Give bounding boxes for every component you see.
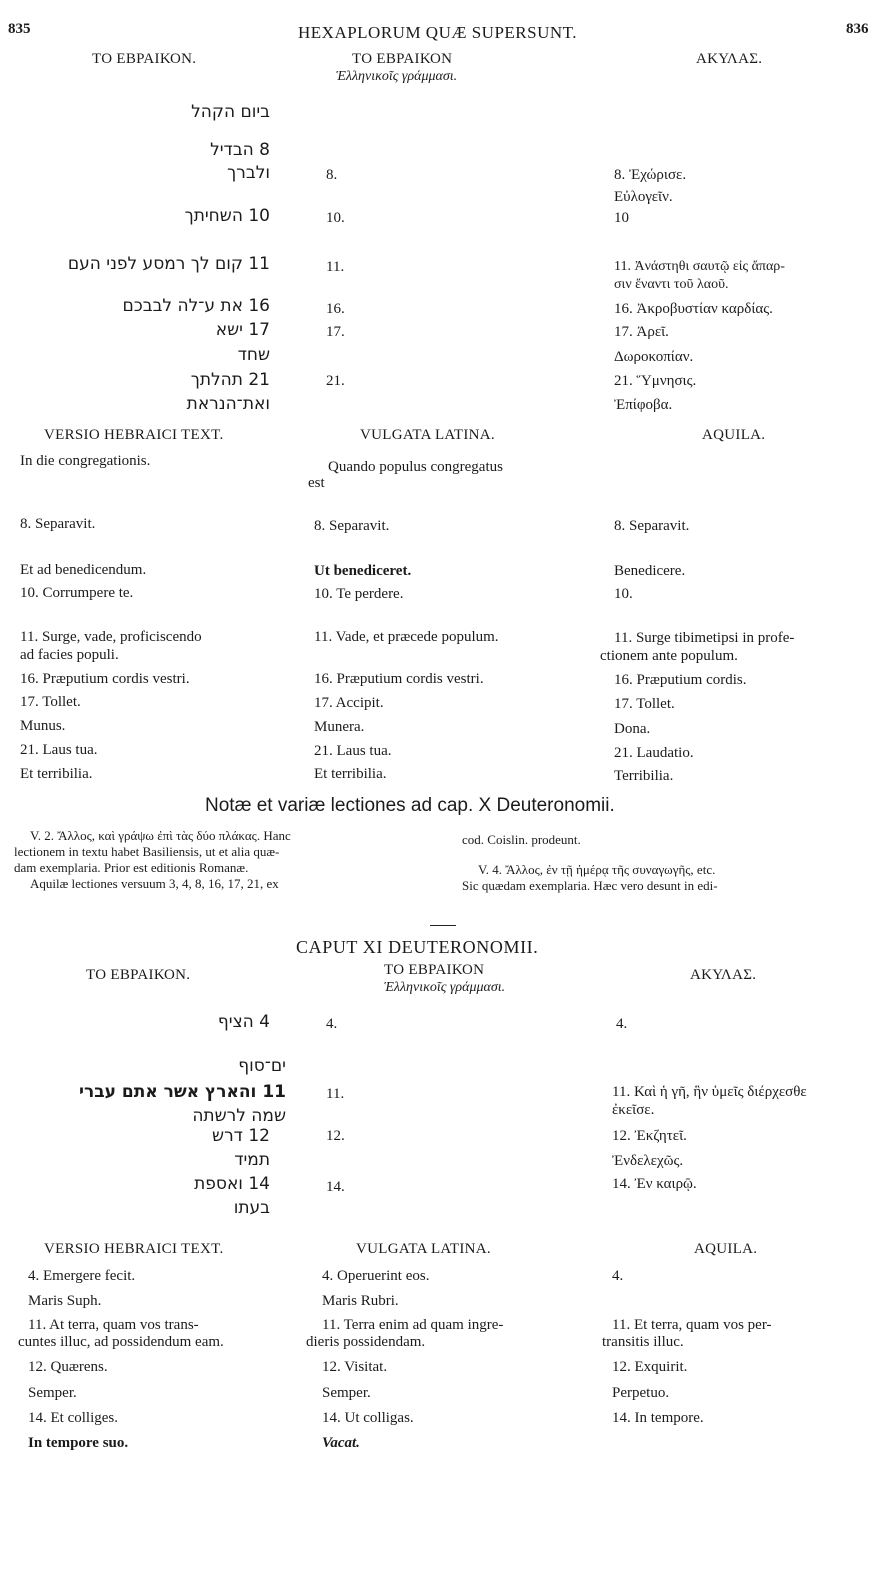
- latin-vulgata-line: Maris Rubri.: [322, 1293, 399, 1309]
- latin-versio-line: 11. Surge, vade, proficiscendo: [20, 629, 202, 645]
- latin-aquila-line: Perpetuo.: [612, 1385, 670, 1401]
- latin-aquila-line: 21. Laudatio.: [614, 745, 694, 761]
- translit-line: 12.: [326, 1128, 345, 1144]
- hebrew-line: שחד: [237, 345, 270, 365]
- hebrew-line: שמה לרשתה: [192, 1106, 286, 1126]
- latin-aquila-line: Terribilia.: [614, 768, 674, 784]
- hebrew-line: 11 קום לך רמסע לפני העם: [67, 254, 270, 274]
- latin-vulgata-line: 17. Accipit.: [314, 695, 384, 711]
- latin-head-vulgata: VULGATA LATINA.: [356, 1241, 491, 1257]
- section-divider: [430, 925, 456, 926]
- col-head-translit-sub: Ἑλληνικοῖς γράμμασι.: [384, 980, 506, 995]
- latin-vulgata-line: Ut benediceret.: [314, 563, 412, 579]
- latin-aquila-line: 12. Exquirit.: [612, 1359, 688, 1375]
- latin-vulgata-line: 11. Terra enim ad quam ingre-: [322, 1317, 504, 1333]
- latin-vulgata-line: 14. Ut colligas.: [322, 1410, 414, 1426]
- latin-versio-line: 16. Præputium cordis vestri.: [20, 671, 190, 687]
- latin-aquila-line: Dona.: [614, 721, 651, 737]
- latin-versio-line: Semper.: [28, 1385, 77, 1401]
- chapter-title: CAPUT XI DEUTERONOMII.: [296, 937, 539, 957]
- latin-aquila-line: 11. Et terra, quam vos per-: [612, 1317, 772, 1333]
- aquila-greek-line: 10: [614, 210, 629, 226]
- translit-line: 16.: [326, 301, 345, 317]
- translit-line: 11.: [326, 1086, 345, 1102]
- latin-head-aquila: AQUILA.: [702, 427, 766, 443]
- col-head-hebrew: ΤΟ ΕΒΡΑΙΚΟΝ.: [86, 967, 191, 983]
- latin-vulgata-line: 21. Laus tua.: [314, 743, 392, 759]
- col-head-aquila: ΑΚΥΛΑΣ.: [690, 967, 757, 983]
- aquila-greek-line: 11. Ἀνάστηθι σαυτῷ εἰς ἄπαρ-: [614, 259, 785, 274]
- page-number-left: 835: [8, 21, 31, 37]
- hebrew-line: 10 השחיתך: [184, 206, 270, 226]
- aquila-greek-line: Ἐπίφοβα.: [614, 397, 673, 413]
- latin-vulgata-line: 4. Operuerint eos.: [322, 1268, 430, 1284]
- aquila-greek-line: ἐκεῖσε.: [612, 1102, 655, 1118]
- latin-versio-line: 17. Tollet.: [20, 694, 81, 710]
- col-head-translit: ΤΟ ΕΒΡΑΙΚΟΝ: [384, 962, 485, 978]
- latin-aquila-line: Benedicere.: [614, 563, 686, 579]
- latin-head-vulgata: VULGATA LATINA.: [360, 427, 495, 443]
- note-right-line: V. 4. Ἄλλος, ἐν τῇ ἡμέρᾳ τῆς συναγωγῆς, etc.: [478, 862, 716, 877]
- hebrew-line: בעתו: [233, 1198, 270, 1218]
- translit-line: 8.: [326, 167, 338, 183]
- translit-line: 10.: [326, 210, 345, 226]
- latin-vulgata-line: est: [308, 475, 325, 491]
- latin-aquila-line: 4.: [612, 1268, 624, 1284]
- aquila-greek-line: 11. Καὶ ἡ γῆ, ἣν ὑμεῖς διέρχεσθε: [612, 1084, 807, 1100]
- latin-versio-line: 8. Separavit.: [20, 516, 96, 532]
- latin-vulgata-line: 12. Visitat.: [322, 1359, 388, 1375]
- latin-head-versio: VERSIO HEBRAICI TEXT.: [44, 427, 224, 443]
- latin-aquila-line: 17. Tollet.: [614, 696, 675, 712]
- translit-line: 11.: [326, 259, 345, 275]
- translit-line: 14.: [326, 1179, 345, 1195]
- note-left-line: dam exemplaria. Prior est editionis Romanæ.: [14, 860, 249, 875]
- latin-versio-line: Et terribilia.: [20, 766, 93, 782]
- aquila-greek-line: 21. Ὕμνησις.: [614, 373, 697, 389]
- col-head-translit: ΤΟ ΕΒΡΑΙΚΟΝ: [352, 51, 453, 67]
- page-number-right: 836: [846, 21, 869, 37]
- hebrew-line: 21 תהלתך: [190, 370, 270, 390]
- latin-vulgata-line: Quando populus congregatus: [328, 459, 503, 475]
- latin-versio-line: Munus.: [20, 718, 66, 734]
- aquila-greek-line: σιν ἔναντι τοῦ λαοῦ.: [614, 277, 729, 292]
- latin-versio-line: ad facies populi.: [20, 647, 119, 663]
- latin-vulgata-line: Vacat.: [322, 1435, 360, 1451]
- aquila-greek-line: 12. Ἐκζητεῖ.: [612, 1128, 687, 1144]
- hebrew-line: ים־סוף: [238, 1056, 286, 1076]
- latin-aquila-line: ctionem ante populum.: [600, 648, 738, 664]
- aquila-greek-line: Ἐνδελεχῶς.: [612, 1153, 684, 1169]
- aquila-greek-line: 17. Ἀρεῖ.: [614, 324, 669, 340]
- hebrew-line: 11 והארץ אשר אתם עברי: [79, 1082, 286, 1102]
- latin-vulgata-line: Et terribilia.: [314, 766, 387, 782]
- translit-line: 21.: [326, 373, 345, 389]
- latin-head-aquila: AQUILA.: [694, 1241, 758, 1257]
- latin-versio-line: 21. Laus tua.: [20, 742, 98, 758]
- latin-versio-line: Et ad benedicendum.: [20, 562, 147, 578]
- latin-vulgata-line: 8. Separavit.: [314, 518, 390, 534]
- latin-aquila-line: 10.: [614, 586, 633, 602]
- latin-aquila-line: 16. Præputium cordis.: [614, 672, 747, 688]
- note-left-line: Aquilæ lectiones versuum 3, 4, 8, 16, 17, 21, ex: [30, 876, 279, 891]
- note-left-line: V. 2. Ἄλλος, καὶ γράψω ἐπὶ τὰς δύο πλάκας. Hanc: [30, 828, 291, 843]
- hebrew-line: 12 דרש: [212, 1126, 270, 1146]
- hebrew-line: 4 הציף: [217, 1012, 270, 1032]
- latin-versio-line: In tempore suo.: [28, 1435, 129, 1451]
- running-title: HEXAPLORUM QUÆ SUPERSUNT.: [298, 23, 578, 42]
- hebrew-line: 16 את ע־לה לבבכם: [122, 296, 270, 316]
- latin-versio-line: 10. Corrumpere te.: [20, 585, 134, 601]
- col-head-translit-sub: Ἑλληνικοῖς γράμμασι.: [336, 69, 458, 84]
- aquila-greek-line: 8. Ἐχώρισε.: [614, 167, 687, 183]
- hebrew-line: תמיד: [234, 1150, 270, 1170]
- hebrew-line: ולברך: [227, 163, 270, 183]
- latin-versio-line: 12. Quærens.: [28, 1359, 108, 1375]
- translit-line: 17.: [326, 324, 345, 340]
- latin-aquila-line: 14. In tempore.: [612, 1410, 704, 1426]
- latin-versio-line: 4. Emergere fecit.: [28, 1268, 136, 1284]
- aquila-greek-line: Εὐλογεῖν.: [614, 189, 673, 205]
- col-head-hebrew: ΤΟ ΕΒΡΑΙΚΟΝ.: [92, 51, 197, 67]
- latin-vulgata-line: Semper.: [322, 1385, 371, 1401]
- hebrew-line: 8 הבדיל: [210, 140, 270, 160]
- latin-vulgata-line: Munera.: [314, 719, 365, 735]
- latin-versio-line: 11. At terra, quam vos trans-: [28, 1317, 199, 1333]
- latin-versio-line: 14. Et colliges.: [28, 1410, 118, 1426]
- note-right-line: Sic quædam exemplaria. Hæc vero desunt in edi-: [462, 878, 718, 893]
- latin-vulgata-line: 11. Vade, et præcede populum.: [314, 629, 499, 645]
- translit-line: 4.: [326, 1016, 338, 1032]
- latin-versio-line: In die congregationis.: [20, 453, 151, 469]
- latin-vulgata-line: dieris possidendam.: [306, 1334, 426, 1350]
- aquila-greek-line: 14. Ἐν καιρῷ.: [612, 1176, 697, 1192]
- latin-aquila-line: 8. Separavit.: [614, 518, 690, 534]
- aquila-greek-line: 16. Ἀκροβυστίαν καρδίας.: [614, 301, 773, 317]
- latin-vulgata-line: 10. Te perdere.: [314, 586, 404, 602]
- aquila-greek-line: 4.: [616, 1016, 628, 1032]
- hebrew-line: ואת־הנראת: [186, 394, 270, 414]
- latin-vulgata-line: 16. Præputium cordis vestri.: [314, 671, 484, 687]
- hebrew-line: ביום הקהל: [191, 102, 270, 122]
- note-right-line: cod. Coislin. prodeunt.: [462, 832, 581, 847]
- latin-versio-line: Maris Suph.: [28, 1293, 102, 1309]
- hebrew-line: 17 ישא: [215, 320, 270, 340]
- notes-title: Notæ et variæ lectiones ad cap. X Deuteronomii.: [205, 795, 615, 816]
- note-left-line: lectionem in textu habet Basiliensis, ut et alia quæ-: [14, 844, 280, 859]
- col-head-aquila: ΑΚΥΛΑΣ.: [696, 51, 763, 67]
- aquila-greek-line: Δωροκοπίαν.: [614, 349, 694, 365]
- latin-versio-line: cuntes illuc, ad possidendum eam.: [18, 1334, 224, 1350]
- latin-aquila-line: transitis illuc.: [602, 1334, 684, 1350]
- latin-head-versio: VERSIO HEBRAICI TEXT.: [44, 1241, 224, 1257]
- latin-aquila-line: 11. Surge tibimetipsi in profe-: [614, 630, 795, 646]
- hebrew-line: 14 ואספת: [194, 1174, 270, 1194]
